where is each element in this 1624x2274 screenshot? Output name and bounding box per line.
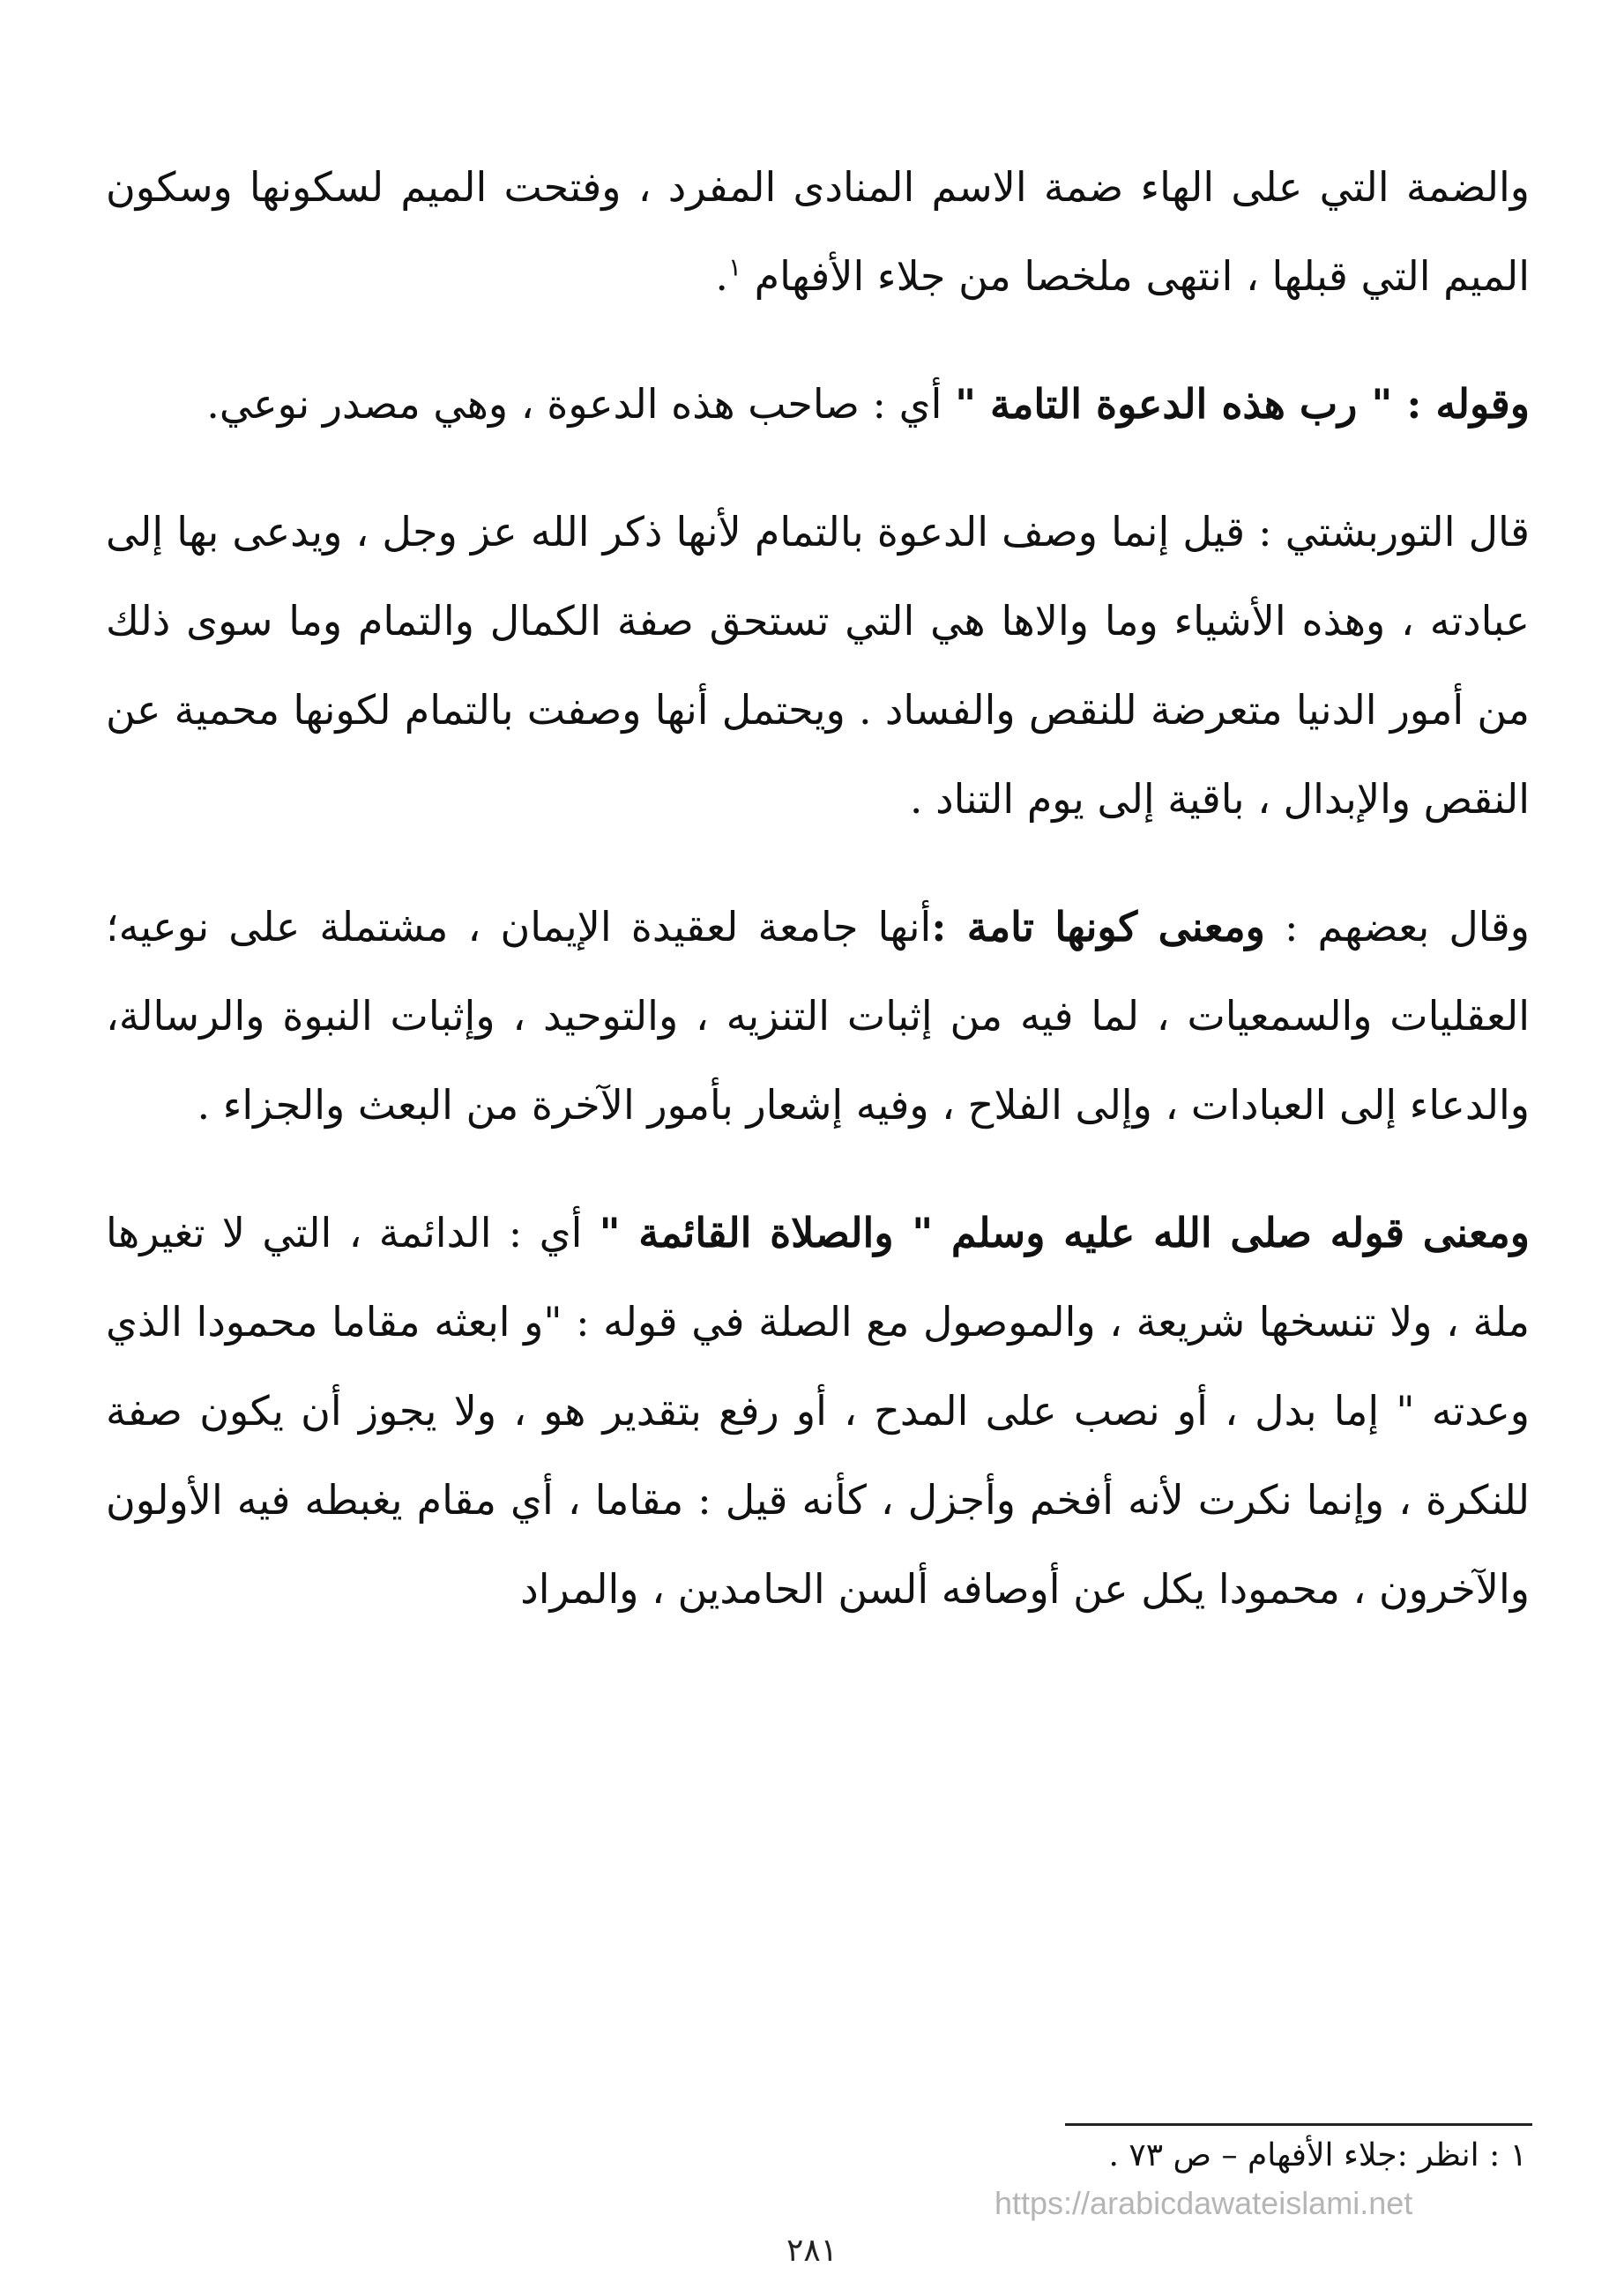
- paragraph-1-line-2: الميم التي قبلها ، انتهى ملخصا من جلاء الأفهام: [754, 252, 1530, 300]
- footnote: ١ : انظر :جلاء الأفهام – ص ٧٣ .: [1108, 2137, 1527, 2173]
- paragraph-1-end: .: [715, 252, 728, 300]
- paragraph-4-bold-heading: ومعنى كونها تامة :: [931, 903, 1265, 951]
- paragraph-4: [106, 883, 1530, 1150]
- paragraph-4-text: أنها جامعة لعقيدة الإيمان ، مشتملة على نوعيه؛ العقليات والسمعيات ، لما فيه من إثبات التنزيه ، والتوحيد ، وإثبات النبوة والرسالة، والدعاء إلى العبادات ، وإلى الفلاح ، وفيه إشعار بأمور الآخرة من البعث والجزاء .: [106, 903, 1530, 1129]
- paragraph-3: [106, 488, 1530, 844]
- paragraph-2: [106, 360, 1530, 449]
- paragraph-2-bold-quote: وقوله : " رب هذه الدعوة التامة ": [955, 380, 1530, 428]
- paragraph-3-text: قال التوربشتي : قيل إنما وصف الدعوة بالتمام لأنها ذكر الله عز وجل ، ويدعى بها إلى عبادته ، وهذه الأشياء وما والاها هي التي تستحق صفة الكمال والتمام وما سوى ذلك من أمور الدنيا متعرضة للنقص والفساد . ويحتمل أنها وصفت بالتمام لكونها محمية عن النقص والإبدال ، باقية إلى يوم التناد .: [106, 508, 1530, 823]
- footnote-divider: [1065, 2123, 1532, 2126]
- page-number: ٢٨١: [786, 2233, 838, 2269]
- paragraph-2-text: أي : صاحب هذه الدعوة ، وهي مصدر نوعي.: [206, 380, 956, 428]
- paragraph-5-bold-quote: ومعنى قوله صلى الله عليه وسلم " والصلاة القائمة ": [599, 1209, 1531, 1256]
- paragraph-5: [106, 1189, 1530, 1634]
- main-text: [106, 143, 1530, 1634]
- watermark-url: https://arabicdawateislami.net: [995, 2185, 1413, 2221]
- footnote-reference: ١: [727, 252, 741, 282]
- paragraph-5-text: أي : الدائمة ، التي لا تغيرها ملة ، ولا تنسخها شريعة ، والموصول مع الصلة في قوله : "و ابعثه مقاما محمودا الذي وعدته " إما بدل ، أو نصب على المدح ، أو رفع بتقدير هو ، ولا يجوز أن يكون صفة للنكرة ، وإنما نكرت لأنه أفخم وأجزل ، كأنه قيل : مقاما ، أي مقام يغبطه فيه الأولون والآخرون ، محمودا يكل عن أوصافه ألسن الحامدين ، والمراد: [106, 1209, 1530, 1613]
- paragraph-1: [106, 143, 1530, 321]
- paragraph-1-line-1: والضمة التي على الهاء ضمة الاسم المنادى المفرد ، وفتحت الميم لسكونها وسكون: [106, 163, 1530, 211]
- paragraph-4-lead: وقال بعضهم :: [1264, 903, 1530, 951]
